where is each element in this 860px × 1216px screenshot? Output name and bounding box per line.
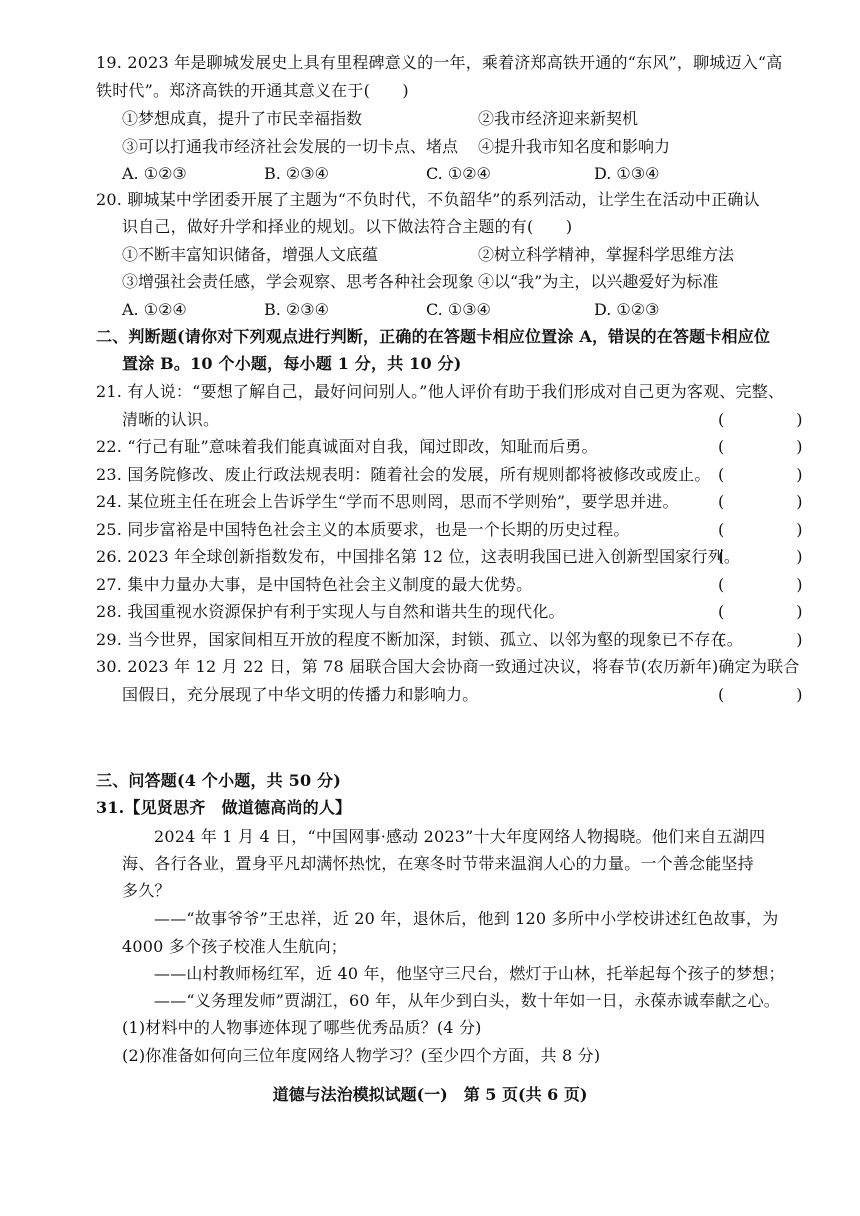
judge-item-30-cont: 国假日，充分展现了中华文明的传播力和影响力。	[122, 685, 479, 704]
judge-answer-blank-23: ( )	[718, 465, 831, 484]
q20-statement-2: ②树立科学精神，掌握科学思维方法	[478, 245, 735, 264]
judge-item-30: 30. 2023 年 12 月 22 日，第 78 届联合国大会协商一致通过决议，将春节(农历新年)确定为联合	[96, 657, 800, 676]
judge-answer-blank-26: ( )	[718, 547, 831, 566]
q31-title: 31.【见贤思齐 做道德高尚的人】	[96, 798, 352, 817]
q31-material-p3: 多久？	[122, 881, 171, 900]
q20-choice-c: C. ①③④	[426, 300, 491, 319]
q31-subquestion-2: (2)你准备如何向三位年度网络人物学习？(至少四个方面，共 8 分)	[122, 1046, 601, 1065]
q31-material-p1: 2024 年 1 月 4 日，“中国网事·感动 2023”十大年度网络人物揭晓。他们来自五湖四	[154, 827, 766, 846]
q20-statement-4: ④以“我”为主，以兴趣爱好为标准	[478, 272, 719, 291]
judge-item-25: 25. 同步富裕是中国特色社会主义的本质要求，也是一个长期的历史过程。	[96, 520, 630, 539]
q20-statement-3: ③增强社会责任感，学会观察、思考各种社会现象	[122, 272, 475, 291]
judge-item-26: 26. 2023 年全球创新指数发布，中国排名第 12 位，这表明我国已进入创新型国家行列。	[96, 547, 741, 566]
q19-statement-4: ④提升我市知名度和影响力	[478, 137, 671, 156]
section2-heading-line2: 置涂 B。10 个小题，每小题 1 分，共 10 分)	[122, 354, 462, 373]
q19-stem-line2: 铁时代”。郑济高铁的开通其意义在于( )	[96, 81, 409, 100]
judge-item-22: 22. “行己有耻”意味着我们能真诚面对自我，闻过即改，知耻而后勇。	[96, 437, 598, 456]
judge-item-29: 29. 当今世界，国家间相互开放的程度不断加深，封锁、孤立、以邻为壑的现象已不存在。	[96, 630, 743, 649]
page-footer: 道德与法治模拟试题(一) 第 5 页(共 6 页)	[272, 1085, 588, 1104]
judge-item-21-cont: 清晰的认识。	[122, 410, 220, 429]
judge-item-21: 21. 有人说：“要想了解自己，最好问问别人。”他人评价有助于我们形成对自己更为客观、完整、	[96, 382, 785, 401]
q20-choice-d: D. ①②③	[594, 300, 660, 319]
q31-material-p6: ——山村教师杨红军，近 40 年，他坚守三尺台，燃灯于山林，托举起每个孩子的梦想；	[154, 964, 785, 983]
q19-choice-b: B. ②③④	[264, 164, 329, 183]
judge-answer-blank-25: ( )	[718, 520, 831, 539]
judge-item-24: 24. 某位班主任在班会上告诉学生“学而不思则罔，思而不学则殆”，要学思并进。	[96, 492, 679, 511]
q19-statement-2: ②我市经济迎来新契机	[478, 109, 639, 128]
q19-choice-c: C. ①②④	[426, 164, 491, 183]
judge-answer-blank-27: ( )	[718, 575, 831, 594]
q19-statement-3: ③可以打通我市经济社会发展的一切卡点、堵点	[122, 137, 459, 156]
judge-answer-blank-24: ( )	[718, 492, 831, 511]
judge-answer-blank-21: ( )	[718, 410, 831, 429]
q31-material-p5: 4000 多个孩子校准人生航向；	[122, 937, 348, 956]
judge-answer-blank-30: ( )	[718, 685, 831, 704]
judge-item-27: 27. 集中力量办大事，是中国特色社会主义制度的最大优势。	[96, 575, 533, 594]
judge-item-28: 28. 我国重视水资源保护有利于实现人与自然和谐共生的现代化。	[96, 602, 565, 621]
q31-material-p4: ——“故事爷爷”王忠祥，近 20 年，退休后，他到 120 多所中小学校讲述红色故事，为	[154, 909, 779, 928]
q31-material-p7: ——“义务理发师”贾湖江，60 年，从年少到白头，数十年如一日，永葆赤诚奉献之心。	[154, 991, 781, 1010]
q19-choice-d: D. ①③④	[594, 164, 660, 183]
q20-stem-line2: 识自己，做好升学和择业的规划。以下做法符合主题的有( )	[122, 217, 573, 236]
judge-answer-blank-22: ( )	[718, 437, 831, 456]
q20-stem-line1: 20. 聊城某中学团委开展了主题为“不负时代，不负韶华”的系列活动，让学生在活动中正确认	[96, 190, 760, 209]
judge-answer-blank-29: ( )	[718, 630, 831, 649]
section2-heading-line1: 二、判断题(请你对下列观点进行判断，正确的在答题卡相应位置涂 A，错误的在答题卡相应位	[96, 327, 771, 346]
q19-statement-1: ①梦想成真，提升了市民幸福指数	[122, 109, 363, 128]
q20-choice-b: B. ②③④	[264, 300, 329, 319]
judge-answer-blank-28: ( )	[718, 602, 831, 621]
judge-item-23: 23. 国务院修改、废止行政法规表明：随着社会的发展，所有规则都将被修改或废止。	[96, 465, 711, 484]
section3-heading: 三、问答题(4 个小题，共 50 分)	[96, 771, 342, 790]
q19-stem-line1: 19. 2023 年是聊城发展史上具有里程碑意义的一年，乘着济郑高铁开通的“东风”，聊城迈入“高	[96, 53, 783, 72]
q19-choice-a: A. ①②③	[122, 164, 187, 183]
q20-choice-a: A. ①②④	[122, 300, 187, 319]
q20-statement-1: ①不断丰富知识储备，增强人文底蕴	[122, 245, 379, 264]
q31-material-p2: 海、各行各业，置身平凡却满怀热忱，在寒冬时节带来温润人心的力量。一个善念能坚持	[122, 854, 754, 873]
q31-subquestion-1: (1)材料中的人物事迹体现了哪些优秀品质？(4 分)	[122, 1018, 482, 1037]
